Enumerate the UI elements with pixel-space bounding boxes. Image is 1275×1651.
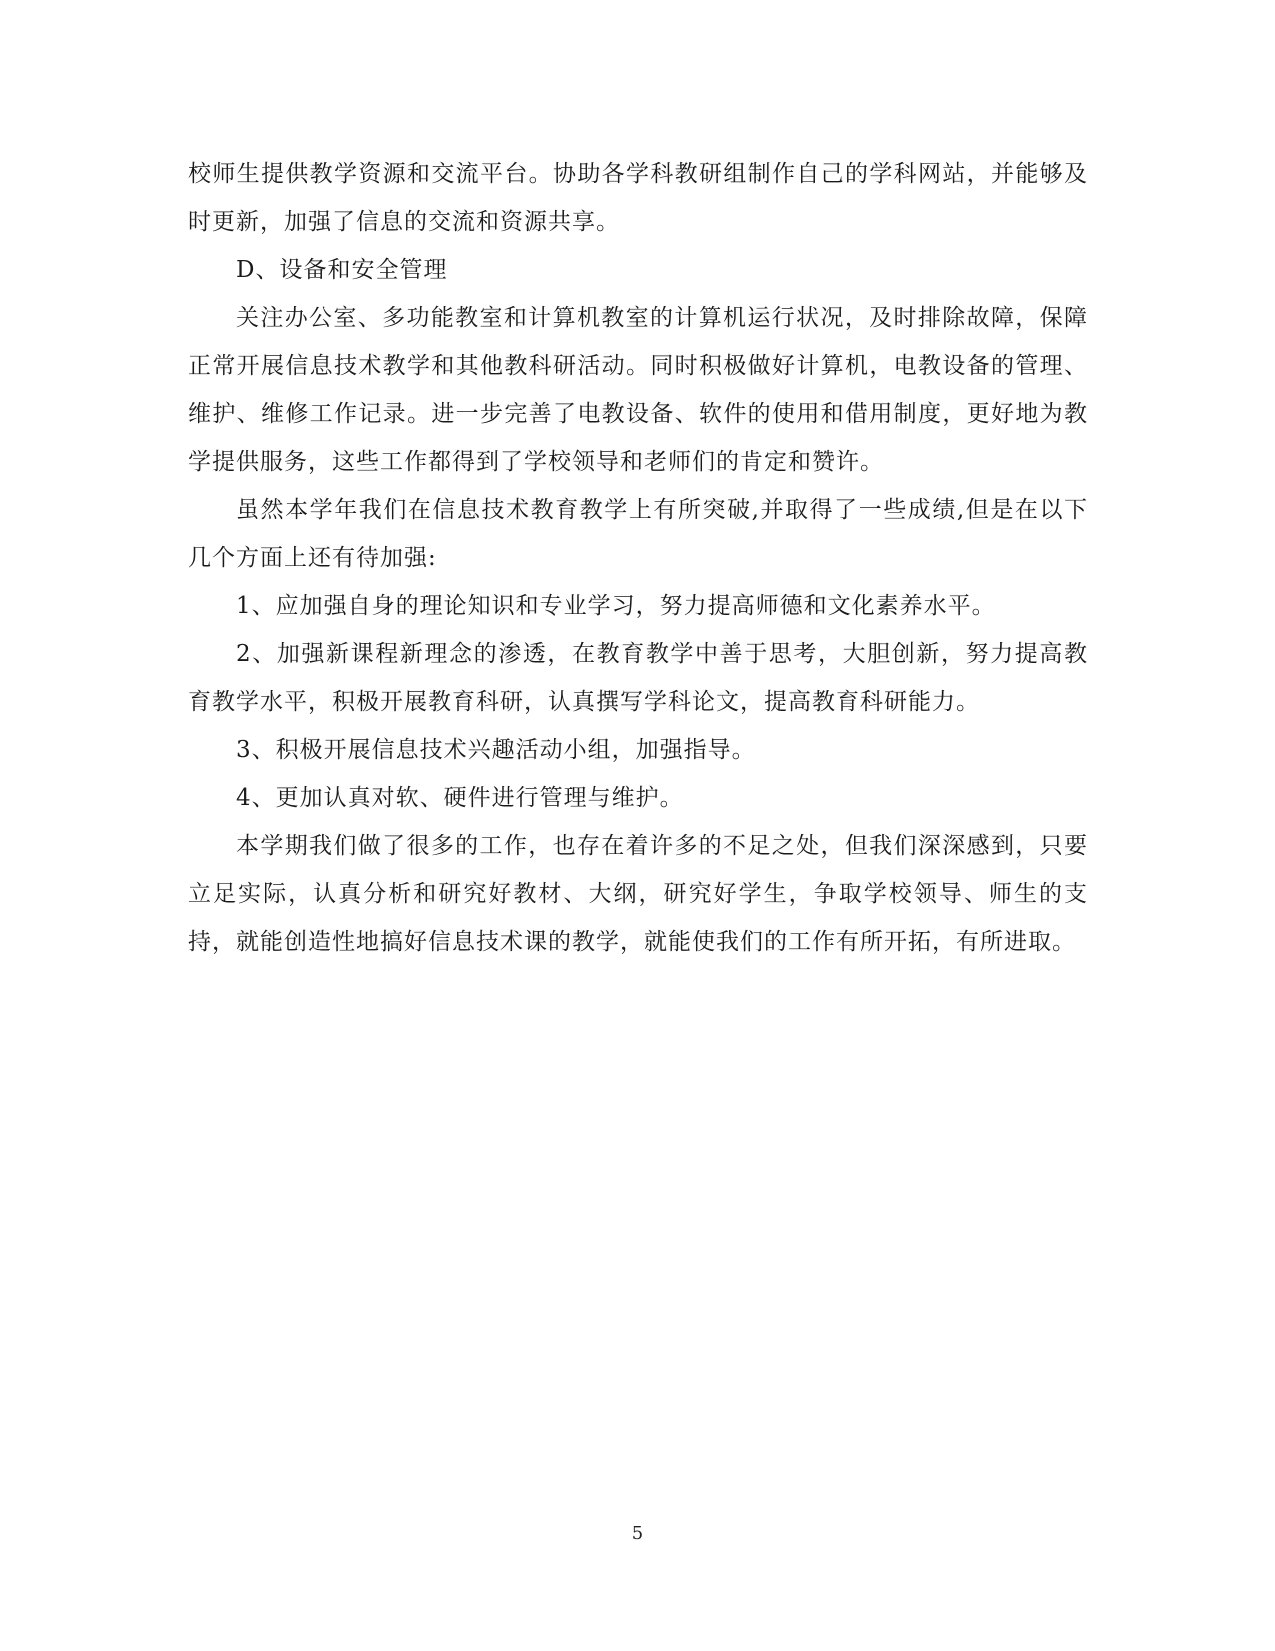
section-heading-equipment-safety: D、设备和安全管理 (236, 257, 448, 283)
paragraph-conclusion: 本学期我们做了很多的工作，也存在着许多的不足之处，但我们深深感到，只要立足实际，认真分析和研究好教材、大纲，研究好学生，争取学校领导、师生的支持，就能创造性地搞好信息技术课的教学，就能使我们的工作有所开拓，有所进取。 (188, 833, 1088, 955)
list-item-4: 4、更加认真对软、硬件进行管理与维护。 (236, 785, 684, 811)
paragraph-continuation: 校师生提供教学资源和交流平台。协助各学科教研组制作自己的学科网站，并能够及时更新，加强了信息的交流和资源共享。 (188, 161, 1088, 235)
page-number: 5 (631, 1523, 644, 1544)
list-item-3: 3、积极开展信息技术兴趣活动小组，加强指导。 (236, 737, 756, 763)
list-item-1: 1、应加强自身的理论知识和专业学习，努力提高师德和文化素养水平。 (236, 593, 996, 619)
paragraph-improvement-intro: 虽然本学年我们在信息技术教育教学上有所突破,并取得了一些成绩,但是在以下几个方面上还有待加强: (188, 497, 1088, 571)
document-body (188, 150, 1088, 966)
list-item-2: 2、加强新课程新理念的渗透，在教育教学中善于思考，大胆创新，努力提高教育教学水平，积极开展教育科研，认真撰写学科论文，提高教育科研能力。 (188, 641, 1088, 715)
paragraph-equipment-management: 关注办公室、多功能教室和计算机教室的计算机运行状况，及时排除故障，保障正常开展信息技术教学和其他教科研活动。同时积极做好计算机，电教设备的管理、维护、维修工作记录。进一步完善了电教设备、软件的使用和借用制度，更好地为教学提供服务，这些工作都得到了学校领导和老师们的肯定和赞许。 (188, 305, 1088, 475)
